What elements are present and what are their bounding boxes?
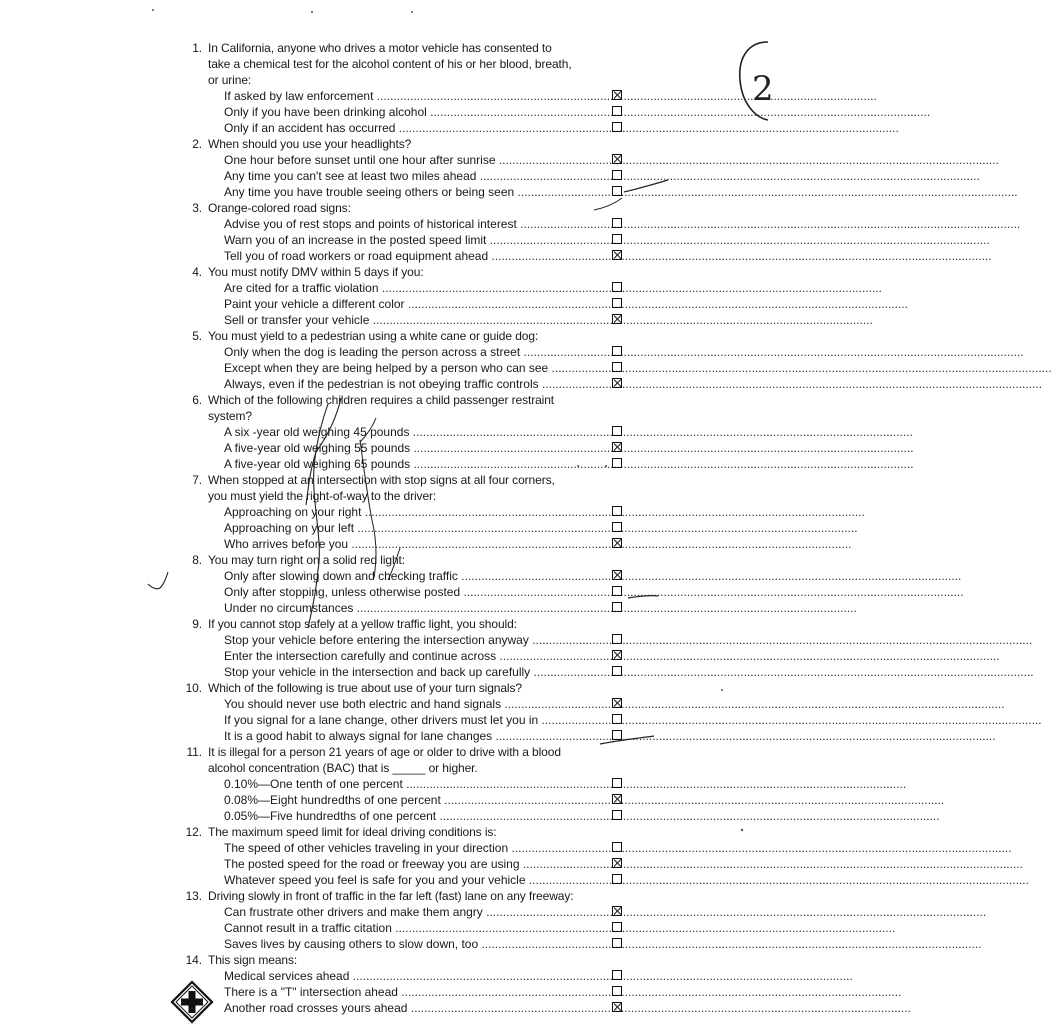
empty-checkbox[interactable] [612, 938, 622, 948]
checked-checkbox[interactable] [612, 650, 622, 660]
answer-option-label: Warn you of an increase in the posted speed limit ..... [224, 232, 608, 248]
empty-checkbox[interactable] [612, 186, 622, 196]
answer-option[interactable] [224, 792, 626, 808]
question-number: 6. [192, 393, 202, 407]
answer-option-label: It is a good habit to always signal for lane changes ..... [224, 728, 608, 744]
answer-option[interactable] [224, 648, 626, 664]
answer-option[interactable] [224, 1000, 626, 1016]
question-number: 11. [186, 745, 202, 759]
question-text: Which of the following is true about use of your turn signals? [208, 681, 522, 695]
question-number: 7. [192, 473, 202, 487]
answer-option[interactable] [224, 584, 626, 600]
answer-option-label: Cannot result in a traffic citation ..... [224, 920, 608, 936]
question-text: or urine: [208, 73, 252, 87]
question-number: 5. [192, 329, 202, 343]
answer-option[interactable] [224, 248, 626, 264]
crossroad-warning-sign-icon [170, 980, 214, 1024]
answer-option[interactable] [224, 280, 626, 296]
answer-option-label: Stop your vehicle in the intersection and back up carefully ..... [224, 664, 608, 680]
answer-option[interactable] [224, 712, 626, 728]
answer-option-label: You should never use both electric and hand signals ..... [224, 696, 608, 712]
answer-option[interactable] [224, 936, 626, 952]
answer-option-label: The speed of other vehicles traveling in your direction ..... [224, 840, 608, 856]
question-text: When should you use your headlights? [208, 137, 412, 151]
empty-checkbox[interactable] [612, 426, 622, 436]
answer-option-label: Any time you can't see at least two miles ahead ..... [224, 168, 608, 184]
answer-option-label: Paint your vehicle a different color ..... [224, 296, 608, 312]
empty-checkbox[interactable] [612, 730, 622, 740]
checked-checkbox[interactable] [612, 90, 622, 100]
checked-checkbox[interactable] [612, 1002, 622, 1012]
empty-checkbox[interactable] [612, 714, 622, 724]
answer-option-label: There is a "T" intersection ahead ..... [224, 984, 608, 1000]
answer-option[interactable] [224, 232, 626, 248]
answer-option[interactable] [224, 632, 626, 648]
answer-option-label: Who arrives before you ..... [224, 536, 608, 552]
answer-option-label: 0.05%—Five hundredths of one percent ..... [224, 808, 608, 824]
answer-option[interactable] [224, 88, 626, 104]
question-text: Orange-colored road signs: [208, 201, 351, 215]
answer-option[interactable] [224, 376, 626, 392]
empty-checkbox[interactable] [612, 634, 622, 644]
checked-checkbox[interactable] [612, 858, 622, 868]
answer-option-label: Whatever speed you feel is safe for you and your vehicle ..... [224, 872, 608, 888]
answer-option-label: Only if an accident has occurred ..... [224, 120, 608, 136]
answer-option[interactable] [224, 312, 626, 328]
answer-option-label: Medical services ahead ..... [224, 968, 608, 984]
answer-option[interactable] [224, 872, 626, 888]
empty-checkbox[interactable] [612, 922, 622, 932]
answer-option[interactable] [224, 728, 626, 744]
question-text: system? [208, 409, 252, 423]
empty-checkbox[interactable] [612, 362, 622, 372]
answer-option[interactable] [224, 296, 626, 312]
question-text: You must notify DMV within 5 days if you: [208, 265, 424, 279]
empty-checkbox[interactable] [612, 122, 622, 132]
answer-option[interactable] [224, 504, 626, 520]
answer-option[interactable] [224, 440, 626, 456]
answer-option[interactable] [224, 808, 626, 824]
question-text: Which of the following children requires a child passenger restraint [208, 393, 555, 407]
checked-checkbox[interactable] [612, 906, 622, 916]
answer-option[interactable] [224, 920, 626, 936]
empty-checkbox[interactable] [612, 842, 622, 852]
question-text: take a chemical test for the alcohol content of his or her blood, breath, [208, 57, 572, 71]
answer-option[interactable] [224, 568, 626, 584]
question-number: 2. [192, 137, 202, 151]
empty-checkbox[interactable] [612, 506, 622, 516]
answer-option[interactable] [224, 776, 626, 792]
answer-option-label: Advise you of rest stops and points of historical interest ..... [224, 216, 608, 232]
answer-option-label: Approaching on your left ..... [224, 520, 608, 536]
answer-option-label: Saves lives by causing others to slow down, too ..... [224, 936, 608, 952]
empty-checkbox[interactable] [612, 346, 622, 356]
answer-option-label: A five-year old weighing 65 pounds ..... [224, 456, 608, 472]
question-number: 10. [185, 681, 202, 695]
answer-option[interactable] [224, 344, 626, 360]
answer-option[interactable] [224, 696, 626, 712]
question-text: alcohol concentration (BAC) that is _____ or higher. [208, 761, 478, 775]
answer-option[interactable] [224, 152, 626, 168]
answer-option-label: 0.10%—One tenth of one percent ..... [224, 776, 608, 792]
empty-checkbox[interactable] [612, 282, 622, 292]
answer-option[interactable] [224, 536, 626, 552]
answer-option[interactable] [224, 968, 626, 984]
empty-checkbox[interactable] [612, 106, 622, 116]
question-number: 13. [185, 889, 202, 903]
checked-checkbox[interactable] [612, 570, 622, 580]
answer-option-label: Only when the dog is leading the person across a street ..... [224, 344, 608, 360]
checked-checkbox[interactable] [612, 538, 622, 548]
answer-option-label: Another road crosses yours ahead ..... [224, 1000, 608, 1016]
answer-option[interactable] [224, 216, 626, 232]
answer-option[interactable] [224, 360, 626, 376]
question-text: When stopped at an intersection with stop signs at all four corners, [208, 473, 555, 487]
question-text: If you cannot stop safely at a yellow traffic light, you should: [208, 617, 517, 631]
answer-option-label: Tell you of road workers or road equipment ahead ..... [224, 248, 608, 264]
question-text: You may turn right on a solid red light: [208, 553, 406, 567]
checked-checkbox[interactable] [612, 794, 622, 804]
empty-checkbox[interactable] [612, 234, 622, 244]
empty-checkbox[interactable] [612, 218, 622, 228]
question-number: 4. [192, 265, 202, 279]
answer-option-label: One hour before sunset until one hour after sunrise ..... [224, 152, 608, 168]
checked-checkbox[interactable] [612, 442, 622, 452]
question-number: 12. [185, 825, 202, 839]
question-text: In California, anyone who drives a motor vehicle has consented to [208, 41, 552, 55]
empty-checkbox[interactable] [612, 778, 622, 788]
answer-option-label: Are cited for a traffic violation ..... [224, 280, 608, 296]
empty-checkbox[interactable] [612, 970, 622, 980]
question-number: 8. [192, 553, 202, 567]
empty-checkbox[interactable] [612, 298, 622, 308]
answer-option-label: Approaching on your right ..... [224, 504, 608, 520]
checked-checkbox[interactable] [612, 154, 622, 164]
empty-checkbox[interactable] [612, 810, 622, 820]
empty-checkbox[interactable] [612, 458, 622, 468]
answer-option-label: Only after stopping, unless otherwise posted ..... [224, 584, 608, 600]
answer-option-label: Can frustrate other drivers and make them angry ..... [224, 904, 608, 920]
checked-checkbox[interactable] [612, 250, 622, 260]
answer-option-label: Except when they are being helped by a person who can see ..... [224, 360, 608, 376]
answer-option-label: Under no circumstances ..... [224, 600, 608, 616]
empty-checkbox[interactable] [612, 522, 622, 532]
answer-option-label: Enter the intersection carefully and continue across ..... [224, 648, 608, 664]
question-text: You must yield to a pedestrian using a white cane or guide dog: [208, 329, 539, 343]
question-number: 14. [185, 953, 202, 967]
question-number: 1. [192, 41, 202, 55]
empty-checkbox[interactable] [612, 986, 622, 996]
empty-checkbox[interactable] [612, 586, 622, 596]
empty-checkbox[interactable] [612, 874, 622, 884]
answer-option-label: The posted speed for the road or freeway you are using ..... [224, 856, 608, 872]
question-text: This sign means: [208, 953, 298, 967]
answer-option[interactable] [224, 984, 626, 1000]
answer-option[interactable] [224, 664, 626, 680]
answer-option-label: A six -year old weighing 45 pounds ..... [224, 424, 608, 440]
answer-option-label: Sell or transfer your vehicle ..... [224, 312, 608, 328]
answer-option-label: Stop your vehicle before entering the intersection anyway ..... [224, 632, 608, 648]
question-number: 3. [192, 201, 202, 215]
answer-option-label: Any time you have trouble seeing others or being seen ..... [224, 184, 608, 200]
answer-option[interactable] [224, 840, 626, 856]
answer-option-label: Only after slowing down and checking traffic ..... [224, 568, 608, 584]
answer-option-label: A five-year old weighing 55 pounds ..... [224, 440, 608, 456]
answer-option[interactable] [224, 904, 626, 920]
question-text: It is illegal for a person 21 years of age or older to drive with a blood [208, 745, 561, 759]
answer-option[interactable] [224, 104, 626, 120]
empty-checkbox[interactable] [612, 666, 622, 676]
question-number: 9. [192, 617, 202, 631]
checked-checkbox[interactable] [612, 698, 622, 708]
answer-option-label: Only if you have been drinking alcohol ..... [224, 104, 608, 120]
answer-option[interactable] [224, 168, 626, 184]
score-mark: 2 [752, 69, 774, 109]
answer-option-label: 0.08%—Eight hundredths of one percent ..... [224, 792, 608, 808]
answer-option[interactable] [224, 120, 626, 136]
empty-checkbox[interactable] [612, 602, 622, 612]
answer-option-label: If you signal for a lane change, other drivers must let you in ..... [224, 712, 608, 728]
question-text: The maximum speed limit for ideal driving conditions is: [208, 825, 497, 839]
checked-checkbox[interactable] [612, 378, 622, 388]
answer-option[interactable] [224, 600, 626, 616]
answer-option-label: Always, even if the pedestrian is not obeying traffic controls ..... [224, 376, 608, 392]
empty-checkbox[interactable] [612, 170, 622, 180]
answer-option[interactable] [224, 184, 626, 200]
answer-option[interactable] [224, 456, 626, 472]
answer-option[interactable] [224, 424, 626, 440]
question-text: Driving slowly in front of traffic in the far left (fast) lane on any freeway: [208, 889, 574, 903]
answer-option-label: If asked by law enforcement ..... [224, 88, 608, 104]
checked-checkbox[interactable] [612, 314, 622, 324]
answer-option[interactable] [224, 856, 626, 872]
answer-option[interactable] [224, 520, 626, 536]
question-text: you must yield the right-of-way to the driver: [208, 489, 437, 503]
